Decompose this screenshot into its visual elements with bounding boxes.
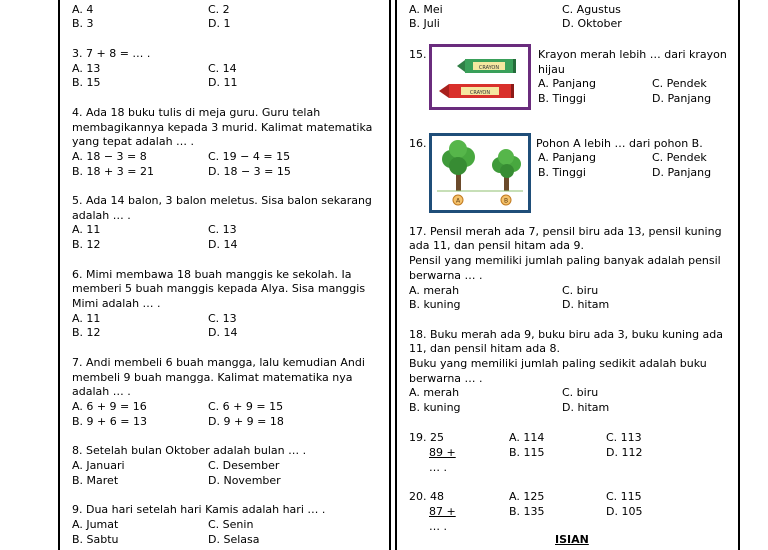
q5-option-a: A. 11 bbox=[72, 223, 101, 236]
q5-line-1: 5. Ada 14 balon, 3 balon meletus. Sisa balon sekarang bbox=[72, 194, 372, 207]
q19-option-c: C. 113 bbox=[606, 431, 642, 444]
q8-option-c: C. Desember bbox=[208, 459, 280, 472]
q18-line-3: Buku yang memiliki jumlah paling sedikit adalah buku bbox=[409, 357, 707, 370]
q18-option-c: C. biru bbox=[562, 386, 599, 399]
q17-line-3: Pensil yang memiliki jumlah paling banyak adalah pensil bbox=[409, 254, 721, 267]
green-crayon-label: CRAYON bbox=[478, 65, 500, 71]
q5-option-d: D. 14 bbox=[208, 238, 238, 251]
q19-option-a: A. 114 bbox=[509, 431, 545, 444]
q3-option-c: C. 14 bbox=[208, 62, 237, 75]
q19-option-b: B. 115 bbox=[509, 446, 545, 459]
q19-blank: … . bbox=[429, 461, 447, 474]
center-divider-2 bbox=[395, 0, 397, 550]
q4-line-3: yang tepat adalah … . bbox=[72, 135, 195, 148]
q16-line-1: Pohon A lebih … dari pohon B. bbox=[536, 137, 703, 150]
q4-option-b: B. 18 + 3 = 21 bbox=[72, 165, 154, 178]
q6-line-3: Mimi adalah … . bbox=[72, 297, 161, 310]
q15-line-1: Krayon merah lebih … dari krayon bbox=[538, 48, 727, 61]
q3-stem: 3. 7 + 8 = … . bbox=[72, 47, 151, 60]
q5-line-2: adalah … . bbox=[72, 209, 131, 222]
q9-option-b: B. Sabtu bbox=[72, 533, 119, 546]
q20-option-c: C. 115 bbox=[606, 490, 642, 503]
right-border bbox=[738, 0, 740, 550]
q18-line-4: berwarna … . bbox=[409, 372, 483, 385]
q14-option-c: C. Agustus bbox=[562, 3, 621, 16]
q7-option-b: B. 9 + 6 = 13 bbox=[72, 415, 147, 428]
q2-option-a: A. 4 bbox=[72, 3, 94, 16]
q6-line-1: 6. Mimi membawa 18 buah manggis ke sekolah. Ia bbox=[72, 268, 352, 281]
q15-number: 15. bbox=[409, 48, 427, 61]
q7-line-1: 7. Andi membeli 6 buah mangga, lalu kemudian Andi bbox=[72, 356, 365, 369]
q4-line-1: 4. Ada 18 buku tulis di meja guru. Guru telah bbox=[72, 106, 321, 119]
q20-option-d: D. 105 bbox=[606, 505, 643, 518]
q14-option-a: A. Mei bbox=[409, 3, 443, 16]
q18-option-a: A. merah bbox=[409, 386, 460, 399]
q14-option-d: D. Oktober bbox=[562, 17, 622, 30]
q16-option-b: B. Tinggi bbox=[538, 166, 586, 179]
q3-option-b: B. 15 bbox=[72, 76, 101, 89]
q7-option-a: A. 6 + 9 = 16 bbox=[72, 400, 147, 413]
q8-option-a: A. Januari bbox=[72, 459, 125, 472]
q17-line-2: ada 11, dan pensil hitam ada 9. bbox=[409, 239, 584, 252]
q20-addend: 87 + bbox=[429, 505, 456, 518]
q15-option-b: B. Tinggi bbox=[538, 92, 586, 105]
q3-option-a: A. 13 bbox=[72, 62, 101, 75]
q16-option-a: A. Panjang bbox=[538, 151, 596, 164]
q5-option-b: B. 12 bbox=[72, 238, 101, 251]
q18-line-1: 18. Buku merah ada 9, buku biru ada 3, buku kuning ada bbox=[409, 328, 724, 341]
q17-option-b: B. kuning bbox=[409, 298, 461, 311]
q14-option-b: B. Juli bbox=[409, 17, 440, 30]
tree-a-label: A bbox=[455, 197, 461, 205]
q7-line-3: adalah … . bbox=[72, 385, 131, 398]
q5-option-c: C. 13 bbox=[208, 223, 237, 236]
q8-line-1: 8. Setelah bulan Oktober adalah bulan … . bbox=[72, 444, 307, 457]
q9-option-d: D. Selasa bbox=[208, 533, 260, 546]
q7-option-c: C. 6 + 9 = 15 bbox=[208, 400, 284, 413]
tree-b-label: B bbox=[503, 197, 509, 205]
q19-top: 19. 25 bbox=[409, 431, 444, 444]
q17-line-1: 17. Pensil merah ada 7, pensil biru ada 13, pensil kuning bbox=[409, 225, 722, 238]
q8-option-d: D. November bbox=[208, 474, 281, 487]
q18-option-d: D. hitam bbox=[562, 401, 610, 414]
q16-option-d: D. Panjang bbox=[652, 166, 712, 179]
center-divider bbox=[389, 0, 391, 550]
q8-option-b: B. Maret bbox=[72, 474, 119, 487]
q4-option-c: C. 19 − 4 = 15 bbox=[208, 150, 291, 163]
q15-option-c: C. Pendek bbox=[652, 77, 707, 90]
q6-line-2: memberi 5 buah manggis kepada Alya. Sisa manggis bbox=[72, 282, 366, 295]
q20-blank: … . bbox=[429, 520, 447, 533]
q9-option-a: A. Jumat bbox=[72, 518, 119, 531]
q6-option-d: D. 14 bbox=[208, 326, 238, 339]
q9-option-c: C. Senin bbox=[208, 518, 254, 531]
q2-option-b: B. 3 bbox=[72, 17, 94, 30]
crayon-image bbox=[429, 44, 531, 110]
q18-line-2: 11, dan pensil hitam ada 8. bbox=[409, 342, 560, 355]
q19-addend: 89 + bbox=[429, 446, 456, 459]
q6-option-b: B. 12 bbox=[72, 326, 101, 339]
q6-option-c: C. 13 bbox=[208, 312, 237, 325]
q7-line-2: membeli 9 buah mangga. Kalimat matematika nya bbox=[72, 371, 353, 384]
q7-option-d: D. 9 + 9 = 18 bbox=[208, 415, 284, 428]
q16-number: 16. bbox=[409, 137, 427, 150]
red-crayon-label: CRAYON bbox=[469, 90, 491, 96]
q15-option-d: D. Panjang bbox=[652, 92, 712, 105]
q17-line-4: berwarna … . bbox=[409, 269, 483, 282]
left-border bbox=[58, 0, 60, 550]
q20-option-a: A. 125 bbox=[509, 490, 545, 503]
q15-option-a: A. Panjang bbox=[538, 77, 596, 90]
q20-top: 20. 48 bbox=[409, 490, 444, 503]
q17-option-d: D. hitam bbox=[562, 298, 610, 311]
q16-option-c: C. Pendek bbox=[652, 151, 707, 164]
trees-image bbox=[429, 133, 531, 213]
q4-option-d: D. 18 − 3 = 15 bbox=[208, 165, 291, 178]
q20-option-b: B. 135 bbox=[509, 505, 545, 518]
q4-line-2: membagikannya kepada 3 murid. Kalimat matematika bbox=[72, 121, 373, 134]
q15-line-2: hijau bbox=[538, 63, 565, 76]
q2-option-d: D. 1 bbox=[208, 17, 231, 30]
q17-option-c: C. biru bbox=[562, 284, 599, 297]
q18-option-b: B. kuning bbox=[409, 401, 461, 414]
q3-option-d: D. 11 bbox=[208, 76, 238, 89]
q2-option-c: C. 2 bbox=[208, 3, 230, 16]
section-heading-isian: ISIAN bbox=[555, 533, 589, 546]
q19-option-d: D. 112 bbox=[606, 446, 643, 459]
q17-option-a: A. merah bbox=[409, 284, 460, 297]
q6-option-a: A. 11 bbox=[72, 312, 101, 325]
q9-line-1: 9. Dua hari setelah hari Kamis adalah hari … . bbox=[72, 503, 326, 516]
q4-option-a: A. 18 − 3 = 8 bbox=[72, 150, 147, 163]
